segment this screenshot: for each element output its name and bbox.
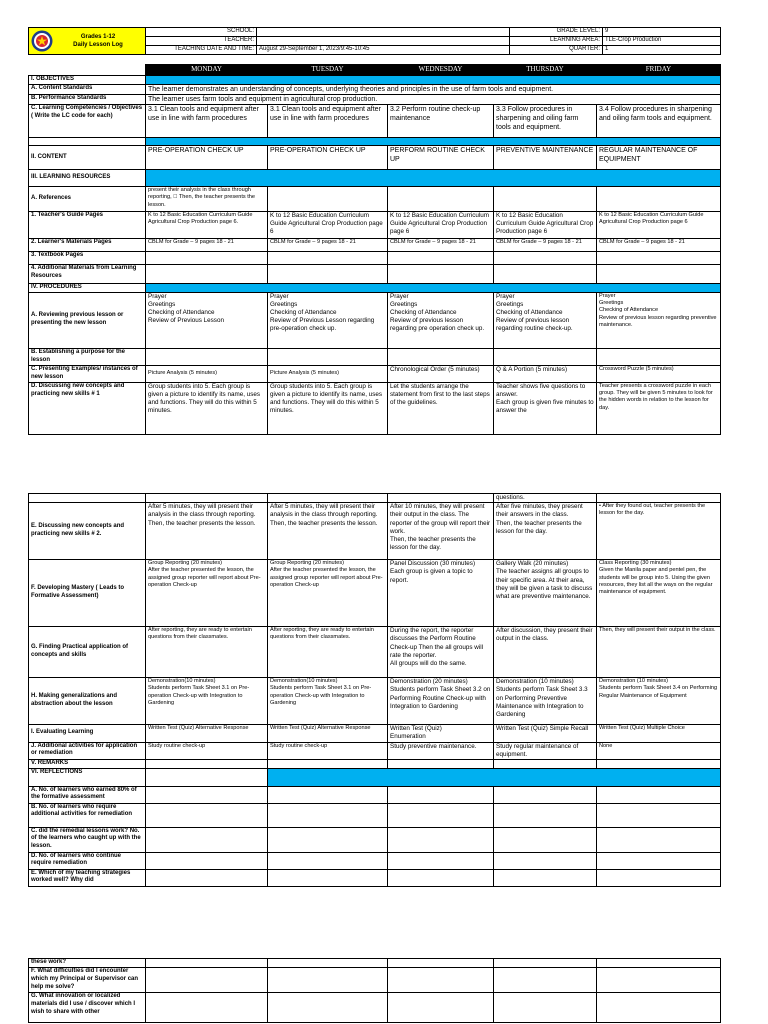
reflection-d-wed (388, 852, 494, 869)
reflection-f-fri (597, 968, 721, 993)
objectives-label: I. OBJECTIVES (29, 76, 146, 85)
additional-mon (146, 264, 268, 283)
spacer-cell (29, 137, 146, 145)
generalization-tue: Demonstration(10 minutes) Students perform Task Sheet 3.1 on Pre-operation Check-up with Integration to Gardening (268, 678, 388, 725)
purpose-mon (146, 348, 268, 365)
purpose-tue (268, 348, 388, 365)
competency-fri: 3.4 Follow procedures in sharpening and oiling farm tools and equipment. (597, 104, 721, 137)
generalization-mon: Demonstration(10 minutes) Students perform Task Sheet 3.1 on Pre-operation Check-up with Integration to Gardening (146, 678, 268, 725)
purpose-thu (494, 348, 597, 365)
day-friday: FRIDAY (597, 65, 721, 76)
practical-wed: During the report, the reporter discusses the Perform Routine Check-up Then the all groups will rate the reporter. All groups will do the same. (388, 627, 494, 678)
discuss1-wed: Let the students arrange the statement from first to the last steps of the guidelines. (388, 382, 494, 434)
grade-level-label: GRADE LEVEL: (510, 28, 603, 37)
reflection-f-tue (268, 968, 388, 993)
reflections-label: VI. REFLECTIONS (29, 768, 146, 786)
reflection-c-thu (494, 827, 597, 852)
lesson-log-page-2 (28, 493, 720, 887)
cont-label (29, 494, 146, 503)
textbook-tue (268, 251, 388, 264)
practical-tue: After reporting, they are ready to entertain questions from their classmates. (268, 627, 388, 678)
tg-wed: K to 12 Basic Education Curriculum Guide Agricultural Crop Production page 6 (388, 211, 494, 238)
reflection-g-label: G. What innovation or localized materials did I use / discover which I wish to share with other (29, 993, 146, 1023)
reflection-c-mon (146, 827, 268, 852)
content-fri: REGULAR MAINTENANCE OF EQUIPMENT (597, 145, 721, 169)
page1-body-table (28, 64, 721, 435)
content-thu: PREVENTIVE MAINTENANCE (494, 145, 597, 169)
reflection-e-thu (494, 869, 597, 886)
header-table (28, 27, 721, 55)
reflection-d-thu (494, 852, 597, 869)
discuss1-mon: Group students into 5. Each group is given a picture to identify its name, uses and functions. They will do this within 5 minutes. (146, 382, 268, 434)
quarter-label: QUARTER: (510, 46, 603, 55)
cont-thu: questions. (494, 494, 597, 503)
content-label: II. CONTENT (29, 145, 146, 169)
mastery-fri: Class Reporting (30 minutes) Given the Manila paper and pentel pen, the students will be group into 5. Using the given resources, they list all the ways on the regular maintenance of equipment. (597, 560, 721, 627)
remarks-mon (146, 759, 268, 768)
generalization-label: H. Making generalizations and abstraction about the lesson (29, 678, 146, 725)
reflection-d-label: D. No. of learners who continue require remediation (29, 852, 146, 869)
competency-thu: 3.3 Follow procedures in sharpening and oiling farm tools and equipment. (494, 104, 597, 137)
reflection-a-tue (268, 786, 388, 803)
additional-activities-thu: Study regular maintenance of equipment. (494, 742, 597, 759)
examples-fri: Crossword Puzzle (5 minutes) (597, 365, 721, 382)
performance-standards-label: B. Performance Standards (29, 94, 146, 104)
cont-fri (597, 494, 721, 503)
reflection-b-label: B. No. of learners who require additional activities for remediation (29, 803, 146, 827)
textbook-wed (388, 251, 494, 264)
review-wed: Prayer Greetings Checking of Attendance Review of previous lesson regarding pre operation check up. (388, 292, 494, 348)
purpose-label: B. Establishing a purpose for the lesson (29, 348, 146, 365)
reflection-e-mon (146, 869, 268, 886)
title-line-1: Grades 1-12 (80, 33, 116, 40)
reflection-e-cont-tue (268, 959, 388, 968)
competency-wed: 3.2 Perform routine check-up maintenance (388, 104, 494, 137)
learning-area-label: LEARNING AREA: (510, 37, 603, 46)
examples-wed: Chronological Order (5 minutes) (388, 365, 494, 382)
additional-activities-label: J. Additional activities for application or remediation (29, 742, 146, 759)
reflection-c-label: C. did the remedial lessons work? No. of the learners who caught up with the lesson. (29, 827, 146, 852)
deped-seal-icon (31, 30, 53, 52)
discuss2-mon: After 5 minutes, they will present their analysis in the class through reporting. Then, the teacher presents the lesson. (146, 503, 268, 560)
reflection-b-fri (597, 803, 721, 827)
discuss1-thu: Teacher shows five questions to answer. Each group is given five minutes to answer the (494, 382, 597, 434)
days-corner (29, 65, 146, 76)
evaluating-mon: Written Test (Quiz) Alternative Response (146, 725, 268, 742)
reflection-e-fri (597, 869, 721, 886)
discuss2-thu: After five minutes, they present their answers in the class. Then, the teacher presents the lesson for the day. (494, 503, 597, 560)
reflection-e-cont-thu (494, 959, 597, 968)
mastery-tue: Group Reporting (20 minutes) After the teacher presented the lesson, the assigned group reporter will report about Pre-operation Check-up (268, 560, 388, 627)
title-line-2: Daily Lesson Log (73, 42, 123, 48)
content-standards-value: The learner demonstrates an understanding of concepts, underlying theories and principles in the use of farm tools and equipment. (146, 84, 721, 94)
reflection-g-fri (597, 993, 721, 1023)
examples-mon: Picture Analysis (5 minutes) (146, 365, 268, 382)
content-band (146, 137, 721, 145)
remarks-tue (268, 759, 388, 768)
practical-label: G. Finding Practical application of concepts and skills (29, 627, 146, 678)
remarks-label: V. REMARKS (29, 759, 146, 768)
evaluating-thu: Written Test (Quiz) Simple Recall (494, 725, 597, 742)
content-mon: PRE-OPERATION CHECK UP (146, 145, 268, 169)
reflection-a-label: A. No. of learners who earned 80% of the formative assessment (29, 786, 146, 803)
reflection-b-tue (268, 803, 388, 827)
reflection-e-cont-fri (597, 959, 721, 968)
performance-standards-value: The learner uses farm tools and equipment in agricultural crop production. (146, 94, 721, 104)
resources-band (146, 169, 721, 186)
mastery-thu: Gallery Walk (20 minutes) The teacher assigns all groups to their specific area. At their area, they will be given a task to discuss what are preventive maintenance. (494, 560, 597, 627)
day-tuesday: TUESDAY (268, 65, 388, 76)
lm-label: 2. Learner's Materials Pages (29, 238, 146, 251)
discuss1-fri: Teacher presents a crossword puzzle in each group. They will be given 5 minutes to look for the hidden words in relation to the lesson for day. (597, 382, 721, 434)
reflection-e-wed (388, 869, 494, 886)
day-monday: MONDAY (146, 65, 268, 76)
grade-level-value: 9 (603, 28, 721, 37)
lm-fri: CBLM for Grade – 9 pages 18 - 21 (597, 238, 721, 251)
textbook-label: 3. Textbook Pages (29, 251, 146, 264)
reflection-e-cont-wed (388, 959, 494, 968)
practical-thu: After discussion, they present their output in the class. (494, 627, 597, 678)
examples-label: C. Presenting Examples/ instances of new lesson (29, 365, 146, 382)
discuss1-tue: Group students into 5. Each group is given a picture to identify its name, uses and functions. They will do this within 5 minutes. (268, 382, 388, 434)
lm-mon: CBLM for Grade – 9 pages 18 - 21 (146, 238, 268, 251)
lm-wed: CBLM for Grade – 9 pages 18 - 21 (388, 238, 494, 251)
references-fri (597, 186, 721, 211)
reflection-f-thu (494, 968, 597, 993)
remarks-thu (494, 759, 597, 768)
reflection-g-tue (268, 993, 388, 1023)
examples-tue: Picture Analysis (5 minutes) (268, 365, 388, 382)
evaluating-label: I. Evaluating Learning (29, 725, 146, 742)
textbook-fri (597, 251, 721, 264)
examples-thu: Q & A Portion (5 minutes) (494, 365, 597, 382)
lesson-log-page-3 (28, 958, 720, 1023)
remarks-wed (388, 759, 494, 768)
day-thursday: THURSDAY (494, 65, 597, 76)
generalization-thu: Demonstration (10 minutes) Students perform Task Sheet 3.3 on Performing Preventive Maintenance with Integration to Gardening (494, 678, 597, 725)
references-thu (494, 186, 597, 211)
reflection-g-mon (146, 993, 268, 1023)
procedures-band (146, 283, 721, 292)
discuss2-tue: After 5 minutes, they will present their analysis in the class through reporting. Then, the teacher presents the lesson. (268, 503, 388, 560)
day-wednesday: WEDNESDAY (388, 65, 494, 76)
objectives-band (146, 76, 721, 85)
reflection-e-label: E. Which of my teaching strategies worked well? Why did (29, 869, 146, 886)
reflection-c-wed (388, 827, 494, 852)
lesson-log-page-1 (28, 27, 720, 435)
reflection-a-fri (597, 786, 721, 803)
reflection-e-tue (268, 869, 388, 886)
review-fri: Prayer Greetings Checking of Attendance Review of previous lesson regarding preventive maintenance. (597, 292, 721, 348)
evaluating-wed: Written Test (Quiz) Enumeration (388, 725, 494, 742)
teacher-value (257, 37, 510, 46)
lm-thu: CBLM for Grade – 9 pages 18 - 21 (494, 238, 597, 251)
references-label: A. References (29, 186, 146, 211)
cont-tue (268, 494, 388, 503)
procedures-label: IV. PROCEDURES (29, 283, 146, 292)
review-tue: Prayer Greetings Checking of Attendance Review of Previous Lesson regarding pre-operation check up. (268, 292, 388, 348)
additional-tue (268, 264, 388, 283)
resources-label: III. LEARNING RESOURCES (29, 169, 146, 186)
additional-activities-tue: Study routine check-up (268, 742, 388, 759)
generalization-fri: Demonstration (10 minutes) Students perform Task Sheet 3.4 on Performing Regular Maintenance of Equipment (597, 678, 721, 725)
reflections-mon (146, 768, 268, 786)
competency-tue: 3.1 Clean tools and equipment after use in line with farm procedures (268, 104, 388, 137)
reflection-e-cont-mon (146, 959, 268, 968)
reflection-a-wed (388, 786, 494, 803)
additional-fri (597, 264, 721, 283)
content-wed: PERFORM ROUTINE CHECK UP (388, 145, 494, 169)
textbook-thu (494, 251, 597, 264)
discuss2-wed: After 10 minutes, they will present their output in the class. The reporter of the group will report their work. Then, the teacher presents the lesson for the day. (388, 503, 494, 560)
tg-mon: K to 12 Basic Education Curriculum Guide Agricultural Crop Production page 6. (146, 211, 268, 238)
competency-mon: 3.1 Clean tools and equipment after use in line with farm procedures (146, 104, 268, 137)
teaching-date-label: TEACHING DATE AND TIME: (146, 46, 257, 55)
additional-thu (494, 264, 597, 283)
additional-activities-wed: Study preventive maintenance. (388, 742, 494, 759)
mastery-mon: Group Reporting (20 minutes) After the teacher presented the lesson, the assigned group reporter will report about Pre-operation Check-up (146, 560, 268, 627)
references-wed (388, 186, 494, 211)
references-tue (268, 186, 388, 211)
competencies-label: C. Learning Competencies / Objectives ( Write the LC code for each) (29, 104, 146, 137)
practical-fri: Then, they will present their output in the class. (597, 627, 721, 678)
tg-thu: K to 12 Basic Education Curriculum Guide Agricultural Crop Production page 6 (494, 211, 597, 238)
evaluating-fri: Written Test (Quiz) Multiple Choice (597, 725, 721, 742)
review-thu: Prayer Greetings Checking of Attendance Review of previous lesson regarding routine check-up. (494, 292, 597, 348)
teacher-label: TEACHER: (146, 37, 257, 46)
references-mon: present their analysis in the class through reporting,   Then, the teacher presents the lesson. (146, 186, 268, 211)
review-mon: Prayer Greetings Checking of Attendance Review of Previous Lesson (146, 292, 268, 348)
reflection-f-mon (146, 968, 268, 993)
reflection-d-tue (268, 852, 388, 869)
reflections-band (268, 768, 721, 786)
reflection-f-wed (388, 968, 494, 993)
reflection-c-fri (597, 827, 721, 852)
reflection-g-thu (494, 993, 597, 1023)
content-standards-label: A. Content Standards (29, 84, 146, 94)
generalization-wed: Demonstration (20 minutes) Students perform Task Sheet 3.2 on Performing Routine Check-up with Integration to Gardening (388, 678, 494, 725)
mastery-wed: Panel Discussion (30 minutes) Each group is given a topic to report. (388, 560, 494, 627)
reflection-b-thu (494, 803, 597, 827)
teaching-date-value: August 29-September 1, 2023/9:45-10:45 (257, 46, 510, 55)
additional-wed (388, 264, 494, 283)
evaluating-tue: Written Test (Quiz) Alternative Response (268, 725, 388, 742)
review-label: A. Reviewing previous lesson or presenting the new lesson (29, 292, 146, 348)
discuss2-label: E. Discussing new concepts and practicing new skills # 2. (29, 503, 146, 560)
reflection-c-tue (268, 827, 388, 852)
reflection-g-wed (388, 993, 494, 1023)
reflection-a-thu (494, 786, 597, 803)
remarks-fri (597, 759, 721, 768)
mastery-label: F. Developing Mastery ( Leads to Formative Assessment) (29, 560, 146, 627)
reflection-d-mon (146, 852, 268, 869)
reflection-b-mon (146, 803, 268, 827)
purpose-wed (388, 348, 494, 365)
school-label: SCHOOL: (146, 28, 257, 37)
school-value (257, 28, 510, 37)
reflection-b-wed (388, 803, 494, 827)
purpose-fri (597, 348, 721, 365)
learning-area-value: TLE-Crop Production (603, 37, 721, 46)
additional-activities-fri: None (597, 742, 721, 759)
page2-body-table (28, 493, 721, 887)
tg-fri: K to 12 Basic Education Curriculum Guide Agricultural Crop Production page 6 (597, 211, 721, 238)
title-block (29, 28, 146, 55)
quarter-value: 1 (603, 46, 721, 55)
discuss2-fri: • After they found out, teacher presents the lesson for the day. (597, 503, 721, 560)
tg-label: 1. Teacher's Guide Pages (29, 211, 146, 238)
reflection-d-fri (597, 852, 721, 869)
cont-mon (146, 494, 268, 503)
practical-mon: After reporting, they are ready to entertain questions from their classmates. (146, 627, 268, 678)
reflection-a-mon (146, 786, 268, 803)
lm-tue: CBLM for Grade – 9 pages 18 - 21 (268, 238, 388, 251)
content-tue: PRE-OPERATION CHECK UP (268, 145, 388, 169)
page3-body-table (28, 958, 721, 1023)
textbook-mon (146, 251, 268, 264)
cont-wed (388, 494, 494, 503)
discuss1-label: D. Discussing new concepts and practicing new skills # 1 (29, 382, 146, 434)
additional-activities-mon: Study routine check-up (146, 742, 268, 759)
reflection-f-label: F. What difficulties did I encounter which my Principal or Supervisor can help me solve? (29, 968, 146, 993)
additional-materials-label: 4. Additional Materials from Learning Resources (29, 264, 146, 283)
reflection-e-cont-label: these work? (29, 959, 146, 968)
tg-tue: K to 12 Basic Education Curriculum Guide Agricultural Crop Production page 6 (268, 211, 388, 238)
